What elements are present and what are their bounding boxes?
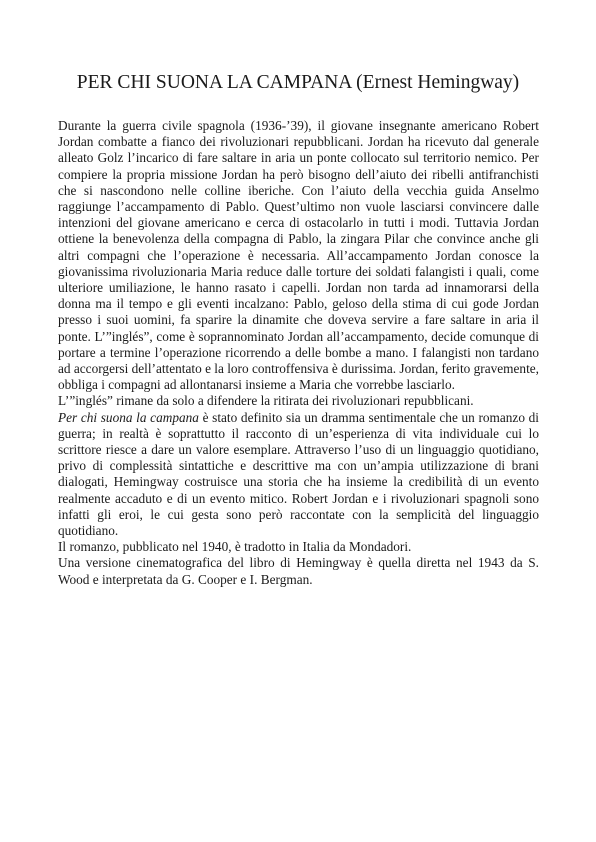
paragraph-text: Una versione cinematografica del libro di Hemingway è quella diretta nel 1943 da S. Wood e interpretata da G. Cooper e I. Bergman. (58, 555, 539, 587)
paragraph-ending (58, 393, 539, 409)
paragraph-plot (58, 118, 539, 393)
paragraph-text: L’”inglés” rimane da solo a difendere la ritirata dei rivoluzionari repubblicani. (58, 393, 474, 409)
paragraph-text: è stato definito sia un dramma sentimentale che un romanzo di guerra; in realtà è soprattutto il racconto di un’esperienza di vita individuale cui lo scrittore riesce a dare un valore esemplare. Attraverso l’uso di un linguaggio quotidiano, privo di complessità sintattiche e descrittive ma con un’ampia utilizzazione di brani dialogati, Hemingway costruisce una storia che ha insieme la credibilità di un evento realmente accaduto e di un evento mitico. Robert Jordan e i rivoluzionari spagnoli sono infatti gli eroi, le cui gesta sono però raccontate con la semplicità del linguaggio quotidiano. (58, 409, 539, 539)
document-title: PER CHI SUONA LA CAMPANA (Ernest Hemingway) (76, 72, 520, 93)
paragraph-text: Durante la guerra civile spagnola (1936-’39), il giovane insegnante americano Robert Jordan combatte a fianco dei rivoluzionari repubblicani. Jordan ha ricevuto dal generale alleato Golz l’incarico di fare saltare in aria un ponte collocato sul territorio nemico. Per compiere la propria missione Jordan ha però bisogno dell’aiuto dei ribelli antifranchisti che si nascondono nelle colline iberiche. Con l’aiuto della vecchia guida Anselmo raggiunge l’accampamento di Pablo. Quest’ultimo non vuole lasciarsi convincere dalle intenzioni del giovane americano e cerca di ostacolarlo in tutti i modi. Tuttavia Jordan ottiene la benevolenza della compagna di Pablo, la zingara Pilar che convince anche gli altri compagni che l’operazione è necessaria. All’accampamento Jordan conosce la giovanissima rivoluzionaria Maria reduce dalle torture dei soldati falangisti i quali, come ulteriore umiliazione, le hanno rasato i capelli. Jordan non tarda ad innamorarsi della donna ma il tempo e gli eventi incalzano: Pablo, geloso della stima di cui gode Jordan presso i suoi uomini, fa sparire la dinamite che doveva servire a fare saltare in aria il ponte. L’”inglés”, come è soprannominato Jordan all’accampamento, decide comunque di portare a termine l’operazione ricorrendo a delle bombe a mano. I falangisti non tardano ad accorgersi dell’attentato e la loro controffensiva è durissima. Jordan, ferito gravemente, obbliga i compagni ad allontanarsi insieme a Maria che vorrebbe lasciarlo. (58, 118, 539, 393)
paragraph-analysis (58, 410, 539, 540)
paragraph-publication (58, 539, 539, 555)
book-title-italic: Per chi suona la campana (58, 409, 199, 425)
document-body (58, 118, 539, 588)
paragraph-text: Il romanzo, pubblicato nel 1940, è tradotto in Italia da Mondadori. (58, 539, 412, 555)
paragraph-film (58, 555, 539, 587)
